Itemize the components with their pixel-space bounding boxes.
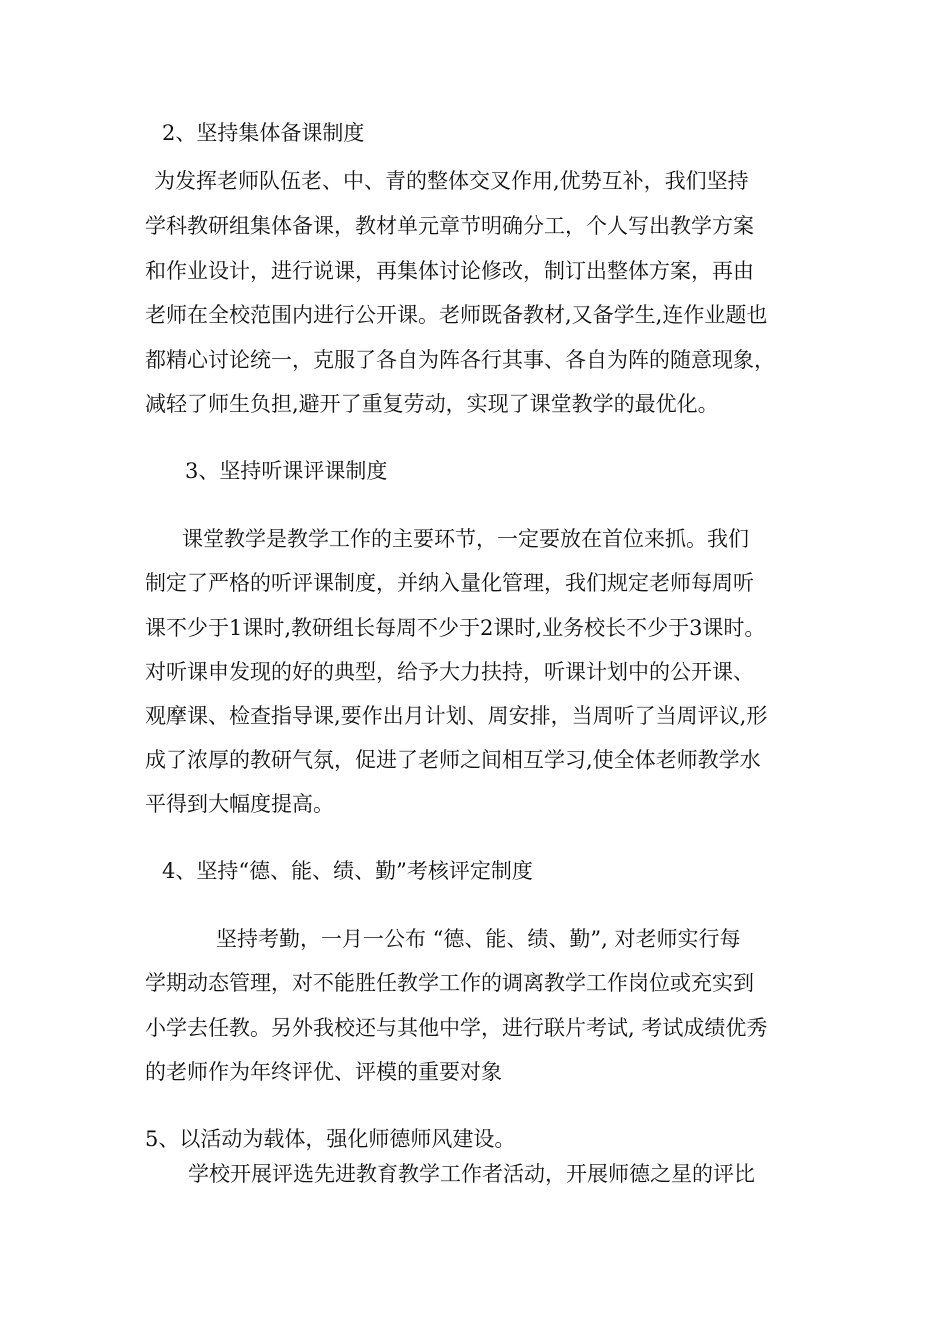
paragraph-line: 制定了严格的听评课制度，并纳入量化管理，我们规定老师每周听 — [145, 571, 754, 595]
paragraph-line: 的老师作为年终评优、评模的重要对象 — [145, 1060, 502, 1084]
section-heading-5: 5、以活动为载体，强化师德师风建设。 — [145, 1127, 516, 1151]
paragraph-line: 坚持考勤，一月一公布 “德、能、绩、勤”, 对老师实行每 — [216, 927, 741, 951]
paragraph-line: 为发挥老师队伍老、中、青的整体交叉作用,优势互补，我们坚持 — [154, 169, 749, 193]
paragraph-line: 课不少于1课时,教研组长每周不少于2课时,业务校长不少于3课时。 — [145, 616, 766, 640]
paragraph-line: 学科教研组集体备课，教材单元章节明确分工，个人写出教学方案 — [145, 214, 754, 238]
paragraph-line: 小学去任教。另外我校还与其他中学，进行联片考试, 考试成绩优秀 — [145, 1016, 768, 1040]
paragraph-line: 平得到大幅度提高。 — [145, 792, 334, 816]
section-heading-2: 2、坚持集体备课制度 — [162, 121, 365, 145]
paragraph-line: 学校开展评选先进教育教学工作者活动，开展师德之星的评比 — [188, 1162, 755, 1186]
section-heading-4: 4、坚持“德、能、绩、勤”考核评定制度 — [162, 859, 533, 883]
paragraph-line: 和作业设计，进行说课，再集体讨论修改，制订出整体方案，再由 — [145, 259, 754, 283]
paragraph-line: 成了浓厚的教研气氛，促进了老师之间相互学习,使全体老师教学水 — [145, 748, 761, 772]
paragraph-line: 减轻了师生负担,避开了重复劳动，实现了课堂教学的最优化。 — [145, 392, 719, 416]
paragraph-line: 观摩课、检查指导课,要作出月计划、周安排，当周听了当周评议,形 — [145, 704, 768, 728]
section-heading-3: 3、坚持听课评课制度 — [185, 459, 388, 483]
paragraph-line: 学期动态管理，对不能胜任教学工作的调离教学工作岗位或充实到 — [145, 971, 754, 995]
paragraph-line: 对听课申发现的好的典型，给予大力扶持，听课计划中的公开课、 — [145, 660, 754, 684]
paragraph-line: 老师在全校范围内进行公开课。老师既备教材,又备学生,连作业题也 — [145, 303, 768, 327]
paragraph-line: 都精心讨论统一，克服了各自为阵各行其事、各自为阵的随意现象， — [145, 348, 775, 372]
paragraph-line: 课堂教学是教学工作的主要环节，一定要放在首位来抓。我们 — [182, 527, 749, 551]
